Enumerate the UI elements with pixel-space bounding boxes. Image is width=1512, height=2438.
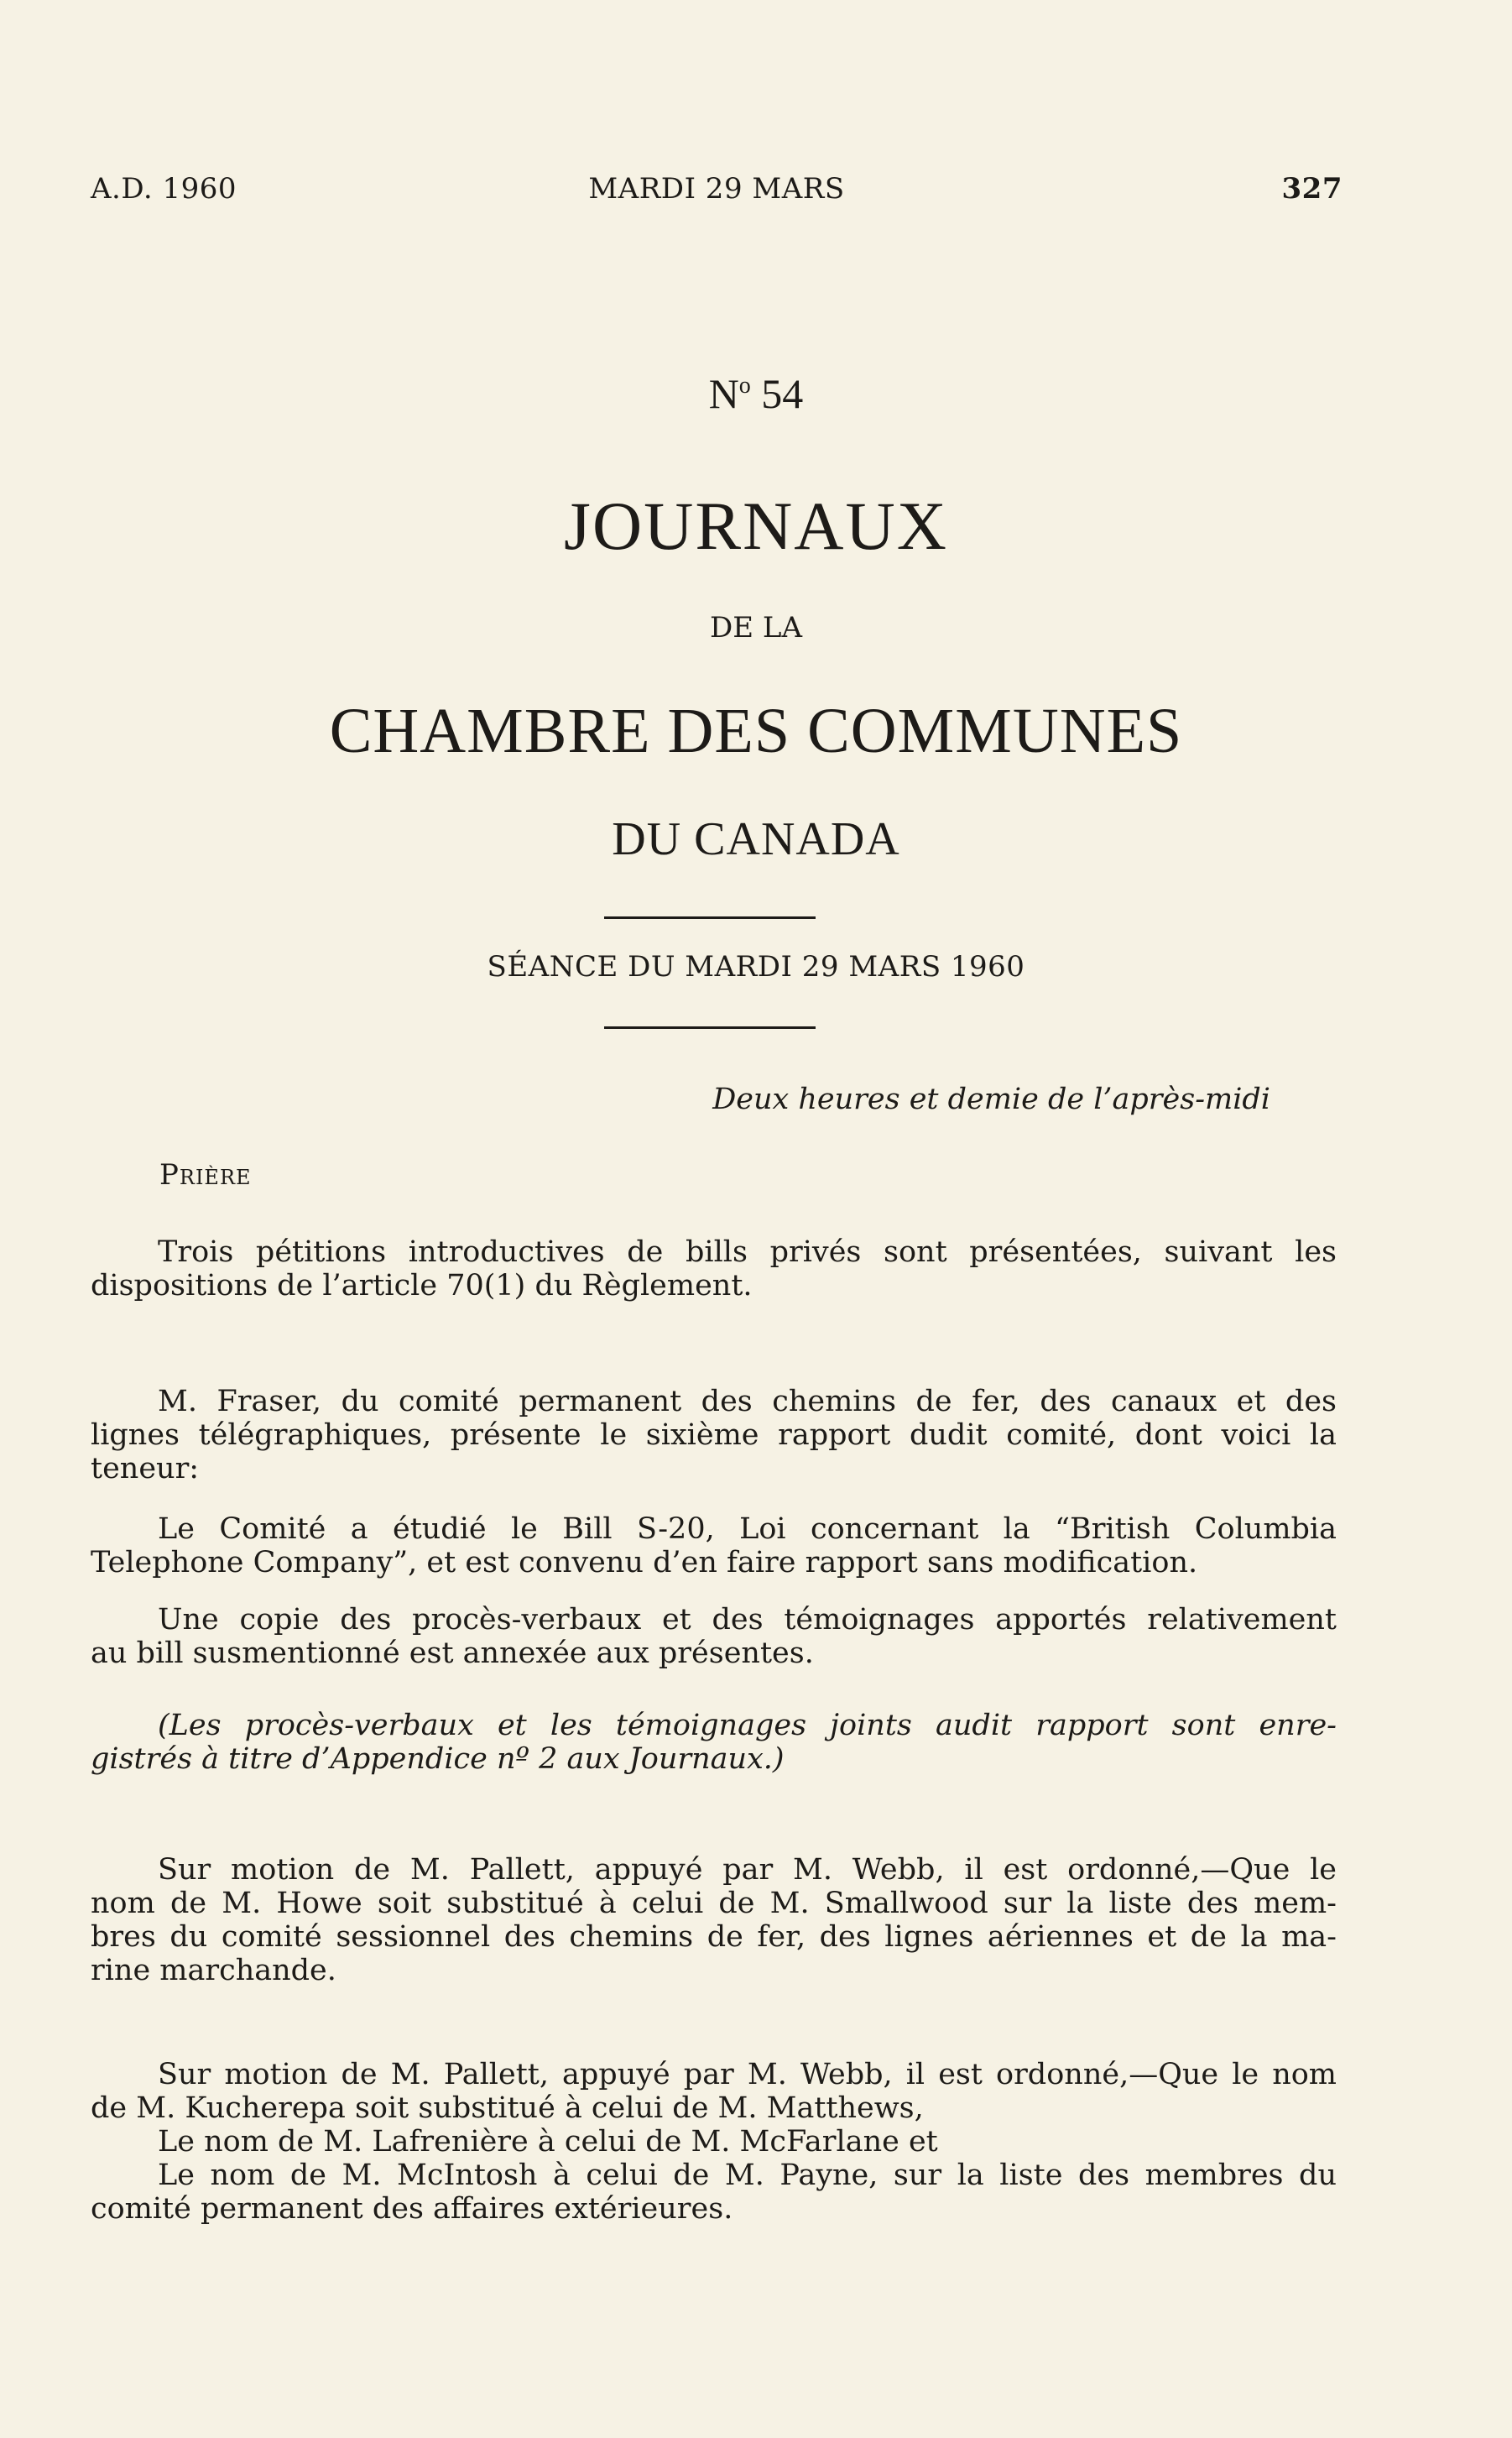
text-line: comité permanent des affaires extérieures. bbox=[91, 2192, 733, 2226]
text-line: Le Comité a étudié le Bill S-20, Loi concernant la “British Columbia bbox=[158, 1512, 1337, 1546]
text-line: teneur: bbox=[91, 1452, 200, 1485]
paragraph-copy-annexed bbox=[91, 1603, 1337, 1670]
header-date: MARDI 29 MARS bbox=[588, 172, 845, 206]
paragraph-fraser-report bbox=[91, 1385, 1337, 1485]
paragraph-petitions bbox=[91, 1235, 1337, 1303]
journal-subtitle-de-la: DE LA bbox=[709, 611, 803, 645]
divider-rule-top bbox=[604, 916, 816, 919]
sitting-date: SÉANCE DU MARDI 29 MARS 1960 bbox=[487, 950, 1025, 984]
text-line: Le nom de M. Lafrenière à celui de M. McFarlane et bbox=[158, 2125, 938, 2159]
text-line: M. Fraser, du comité permanent des chemins de fer, des canaux et des bbox=[158, 1385, 1337, 1418]
paragraph-motion-kucherepa bbox=[91, 2058, 1337, 2226]
text-line: nom de M. Howe soit substitué à celui de M. Smallwood sur la liste des mem- bbox=[91, 1887, 1337, 1920]
text-line: Sur motion de M. Pallett, appuyé par M. Webb, il est ordonné,—Que le bbox=[158, 1853, 1337, 1887]
text-line: rine marchande. bbox=[91, 1954, 336, 1987]
text-line: dispositions de l’article 70(1) du Règlement. bbox=[91, 1269, 753, 1303]
header-year: A.D. 1960 bbox=[91, 172, 237, 206]
issue-number-degree: o bbox=[738, 373, 751, 399]
paragraph-motion-howe bbox=[91, 1853, 1337, 1987]
text-line: bres du comité sessionnel des chemins de fer, des lignes aériennes et de la ma- bbox=[91, 1920, 1337, 1954]
text-line: gistrés à titre d’Appendice nº 2 aux Journaux.) bbox=[91, 1742, 785, 1776]
issue-number bbox=[0, 369, 1512, 418]
text-line: au bill susmentionné est annexée aux présentes. bbox=[91, 1637, 814, 1670]
text-line: (Les procès-verbaux et les témoignages joints audit rapport sont enre- bbox=[158, 1709, 1337, 1742]
chamber-title: CHAMBRE DES COMMUNES bbox=[329, 696, 1183, 766]
running-header bbox=[91, 172, 1343, 211]
text-line: Telephone Company”, et est convenu d’en faire rapport sans modification. bbox=[91, 1546, 1198, 1579]
text-line: Sur motion de M. Pallett, appuyé par M. Webb, il est ordonné,—Que le nom bbox=[158, 2058, 1337, 2091]
paragraph-committee-study bbox=[91, 1512, 1337, 1579]
text-line: Trois pétitions introductives de bills privés sont présentées, suivant les bbox=[158, 1235, 1337, 1269]
issue-number-prefix: N bbox=[708, 370, 739, 417]
divider-rule-bottom bbox=[604, 1026, 816, 1029]
text-line: Le nom de M. McIntosh à celui de M. Payne, sur la liste des membres du bbox=[158, 2159, 1337, 2192]
journal-title: JOURNAUX bbox=[564, 488, 948, 564]
paragraph-appendix-note bbox=[91, 1709, 1337, 1776]
prayer-heading: Prière bbox=[159, 1158, 252, 1192]
page-number: 327 bbox=[1281, 172, 1343, 206]
sitting-time: Deux heures et demie de l’après-midi bbox=[712, 1083, 1270, 1116]
text-line: Une copie des procès-verbaux et des témoignages apportés relativement bbox=[158, 1603, 1337, 1637]
country-title: DU CANADA bbox=[612, 813, 900, 865]
text-line: de M. Kucherepa soit substitué à celui de M. Matthews, bbox=[91, 2091, 924, 2125]
issue-number-value: 54 bbox=[761, 370, 804, 417]
text-line: lignes télégraphiques, présente le sixième rapport dudit comité, dont voici la bbox=[91, 1418, 1337, 1452]
